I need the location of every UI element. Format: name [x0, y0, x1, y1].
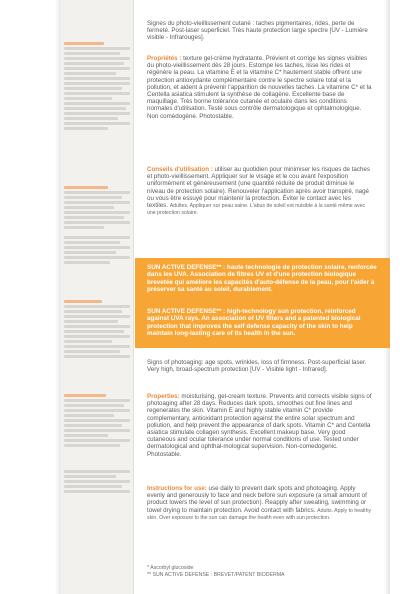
side-flap [61, 0, 134, 594]
band-fr-text: SUN ACTIVE DEFENSE** : haute technologie de protection solaire, renforcée dans les UVA. Association de filtres UV et d'une protection biologique brevetée qui améliore les capacités d'auto-défense de la peau, pour l'aider à préserver sa santé au soleil, durablement. [147, 264, 377, 294]
band-en [147, 308, 377, 338]
fr-properties [147, 55, 373, 120]
side-text-block-3 [64, 236, 130, 266]
fr-advice-small: Adultes. Appliquer sur peau saine. L'abus de soleil est nuisible à la santé même avec une protection solaire. [147, 203, 366, 217]
back-panel [135, 0, 390, 594]
en-properties-label: Properties: [147, 393, 180, 400]
fr-properties-label: Propriétés : [147, 55, 182, 62]
fr-properties-text: texture gel-crème hydratante. Prévient et corrige les signes visibles du photo-vieillissement dès 28 jours. Estompe les taches, lisse les rides et régénère la peau. La vitamine E et la vitamine C* hautement stable offrent une protection antioxydante complémentaire contre le spectre solaire total et la pollution, et aident à prévenir l'apparition de nouvelles taches. La vitamine C* et la Centella asiatica stimulent la synthèse de collagène. Excellente base de maquillage. Très bonne tolérance cutanée et oculaire dans les conditions normales d'utilisation. Testé sous contrôle dermatologique et ophtalmologique. Non comédogène. Photostable. [147, 55, 372, 120]
fr-advice-label: Conseils d'utilisation : [147, 166, 213, 173]
side-text-block-5 [64, 394, 130, 449]
en-advice [147, 485, 373, 521]
fr-intro: Signes du photo-vieillissement cutané : taches pigmentaires, rides, perte de fermeté. Post-laser superficiel. Très haute protection large spectre [UV - Lumière visible - Infrarouges]. [147, 20, 368, 42]
side-text-block-4 [64, 300, 130, 360]
en-properties [147, 393, 373, 458]
en-advice-small: Adults. Apply to healthy skin. Over exposure to the sun can damage the health even with sun protection. [147, 507, 372, 521]
band-fr [147, 264, 377, 294]
side-text-block-1 [64, 42, 130, 132]
en-properties-text: moisturising, gel-cream texture. Prevents and corrects visible signs of photoaging after 28 days. Reduces dark spots, smoothes out fine lines and regenerates the skin. Vitamin E and highly stable vitamin C* provide complementary, antioxidant protection against the entire solar spectrum and pollution, and help prevent the appearance of dark spots. Vitamin C* and Centella asiatica stimulate collagen synthesis. Excellent makeup base. Very good cutaneous and ocular tolerance under normal conditions of use. Tested under dermatological and ophthal-mological supervision. Non-comedogenic. Photostable. [147, 393, 372, 458]
footnote-2: ** SUN ACTIVE DEFENSE : BREVET/PATENT BIODERMA [147, 572, 285, 578]
fr-advice-text: utiliser au quotidien pour minimiser les risques de taches et photo-vieillissement. Appliquer sur le visage et le cou avant l'exposition uniformément et généreusement (une quantité réduite de produit diminue le niveau de protection solaire). Renouveler l'application après avoir transpiré, nagé ou vous être essuyé pour maintenir la protection. Éviter le contact avec les textiles. [147, 166, 370, 210]
band-en-text: SUN ACTIVE DEFENSE** : high-technology sun protection, reinforced against UVA rays. An association of UV filters and a patented biological protection that improves the self defense capacity of the skin to help maintain long-lasting care of its health in the sun. [147, 308, 361, 338]
en-intro: Signs of photoaging: age spots, wrinkles, loss of firmness. Post-superficial laser. Very high, broad-spectrum protection [UV - Visible light - Infrared]. [147, 359, 367, 374]
side-text-block-6 [64, 470, 130, 495]
en-advice-text: use daily to prevent dark spots and photoaging. Apply evenly and generously to face and neck before sun exposure (a small amount of product lowers the level of sun protection). Reapply after sweating, swimming or towel drying to maintain protection. Avoid contact with fabrics. [147, 485, 367, 514]
footnote-1: * Ascorbyl glucoside [147, 565, 194, 571]
en-advice-label: Instructions for use: [147, 485, 207, 492]
fr-advice [147, 166, 373, 216]
side-text-block-2 [64, 186, 130, 231]
sun-active-defense-band [135, 258, 390, 348]
